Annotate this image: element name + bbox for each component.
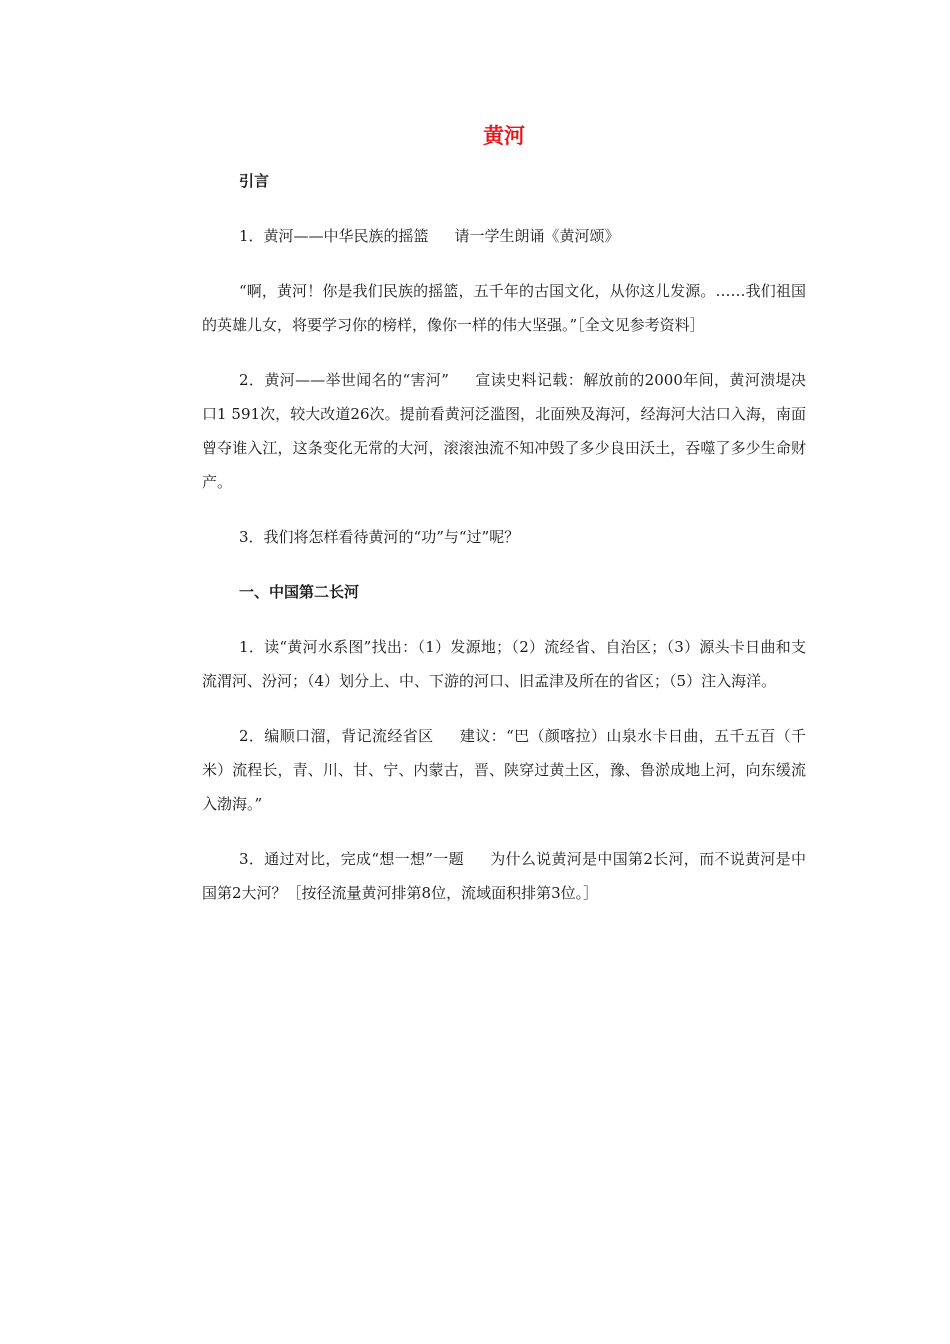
document-title: 黄河 xyxy=(483,124,525,148)
section1-paragraph-3 xyxy=(202,842,806,910)
intro-paragraph-1-topic: 1．黄河——中华民族的摇篮 xyxy=(239,227,429,245)
intro-paragraph-3 xyxy=(202,363,806,499)
document-page xyxy=(202,118,806,931)
intro-paragraph-3-topic: 2．黄河——举世闻名的“害河” xyxy=(239,371,449,389)
section1-paragraph-2 xyxy=(202,719,806,821)
section1-heading: 一、中国第二长河 xyxy=(239,583,360,601)
intro-paragraph-4: 3．我们将怎样看待黄河的“功”与“过”呢？ xyxy=(239,528,520,546)
intro-paragraph-3-body: 宣读史料记载：解放前的2000年间，黄河溃堤决口1 591次，较大改道26次。提前看黄河泛滥图，北面殃及海河，经海河大沽口入海，南面曾夺谁入江，这条变化无常的大河，滚滚浊流不知冲毁了多少良田沃土，吞噬了多少生命财产。 xyxy=(202,371,806,491)
section1-paragraph-3-topic: 3．通过对比，完成“想一想”一题 xyxy=(239,850,464,868)
intro-paragraph-2: “啊，黄河！你是我们民族的摇篮，五千年的古国文化，从你这儿发源。……我们祖国的英雄儿女，将要学习你的榜样，像你一样的伟大坚强。”［全文见参考资料］ xyxy=(202,282,806,334)
section1-paragraph-1: 1．读“黄河水系图”找出：（1）发源地；（2）流经省、自治区；（3）源头卡日曲和支流渭河、汾河；（4）划分上、中、下游的河口、旧孟津及所在的省区；（5）注入海洋。 xyxy=(202,638,806,690)
section1-paragraph-3-body: 为什么说黄河是中国第2长河，而不说黄河是中国第2大河？［按径流量黄河排第8位，流域面积排第3位。］ xyxy=(202,850,806,902)
section1-paragraph-2-body: 建议：“巴（颜喀拉）山泉水卡日曲，五千五百（千米）流程长，青、川、甘、宁、内蒙古，晋、陕穿过黄土区，豫、鲁淤成地上河，向东缓流入渤海。” xyxy=(202,727,807,813)
intro-paragraph-1 xyxy=(202,219,806,253)
intro-paragraph-1-activity: 请一学生朗诵《黄河颂》 xyxy=(454,227,620,245)
intro-heading: 引言 xyxy=(239,172,270,190)
section1-paragraph-2-topic: 2．编顺口溜，背记流经省区 xyxy=(239,727,434,745)
